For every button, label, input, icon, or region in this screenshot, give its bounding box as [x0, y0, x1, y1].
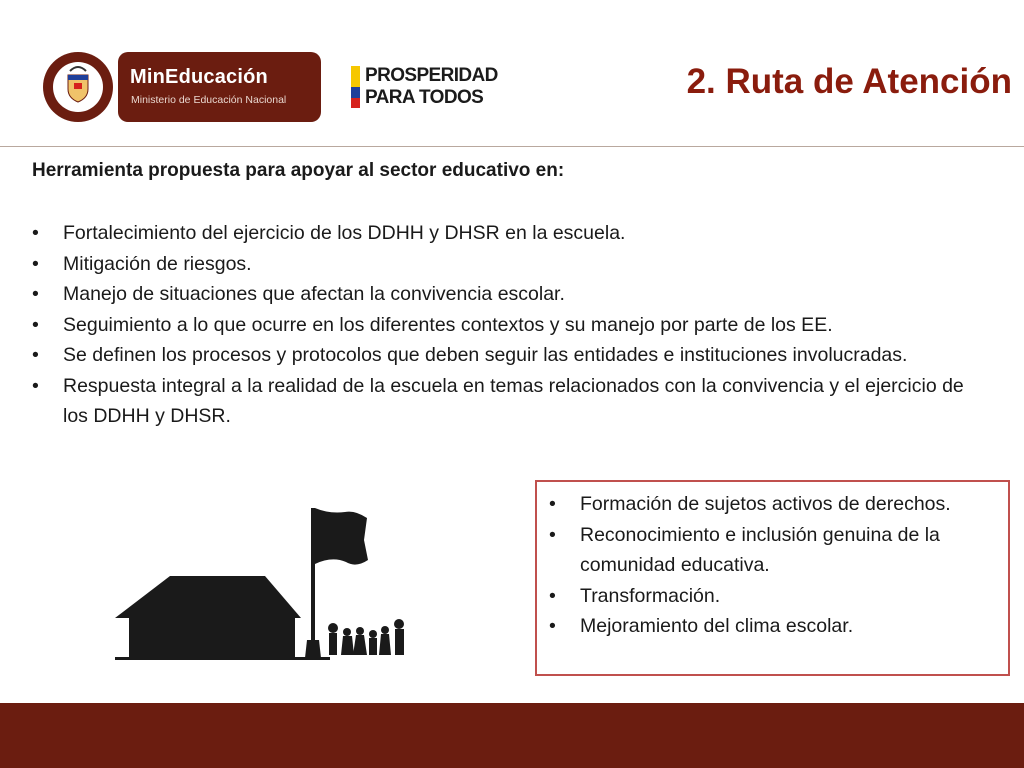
- ministry-subtitle: Ministerio de Educación Nacional: [131, 94, 287, 106]
- ministry-name: MinEducación: [130, 66, 268, 88]
- outcome-item: • Mejoramiento del clima escolar.: [549, 611, 999, 642]
- bullet-item: • Seguimiento a lo que ocurre en los diferentes contextos y su manejo por parte de los EE.: [32, 310, 992, 341]
- colombia-seal-icon: [40, 51, 116, 123]
- bullet-item: • Se definen los procesos y protocolos que deben seguir las entidades e instituciones involucradas.: [32, 340, 992, 371]
- prosperidad-logo: [351, 66, 531, 110]
- bullet-item: • Respuesta integral a la realidad de la escuela en temas relacionados con la convivencia y el ejercicio de los DDHH y DHSR.: [32, 371, 992, 432]
- colombia-flag-bar-icon: [351, 66, 360, 108]
- bullet-item: • Fortalecimiento del ejercicio de los DDHH y DHSR en la escuela.: [32, 218, 992, 249]
- outcome-item: • Formación de sujetos activos de derechos.: [549, 489, 999, 520]
- header-divider: [0, 146, 1024, 147]
- slide-title: 2. Ruta de Atención: [686, 62, 1012, 101]
- outcome-item: • Transformación.: [549, 581, 999, 612]
- outcomes-box: [535, 480, 1010, 676]
- intro-heading: Herramienta propuesta para apoyar al sector educativo en:: [32, 160, 565, 181]
- bullet-item: • Mitigación de riesgos.: [32, 249, 992, 280]
- main-bullet-list: [32, 218, 992, 432]
- prosperidad-line1: PROSPERIDAD: [365, 65, 498, 86]
- footer-band: [0, 703, 1024, 768]
- outcome-item: • Reconocimiento e inclusión genuina de la comunidad educativa.: [549, 520, 999, 581]
- slide-header: [0, 0, 1024, 148]
- outcomes-bullet-list: [549, 489, 999, 642]
- school-flag-illustration: [115, 500, 415, 665]
- prosperidad-line2: PARA TODOS: [365, 87, 484, 108]
- bullet-item: • Manejo de situaciones que afectan la convivencia escolar.: [32, 279, 992, 310]
- mineducacion-logo: [118, 52, 321, 122]
